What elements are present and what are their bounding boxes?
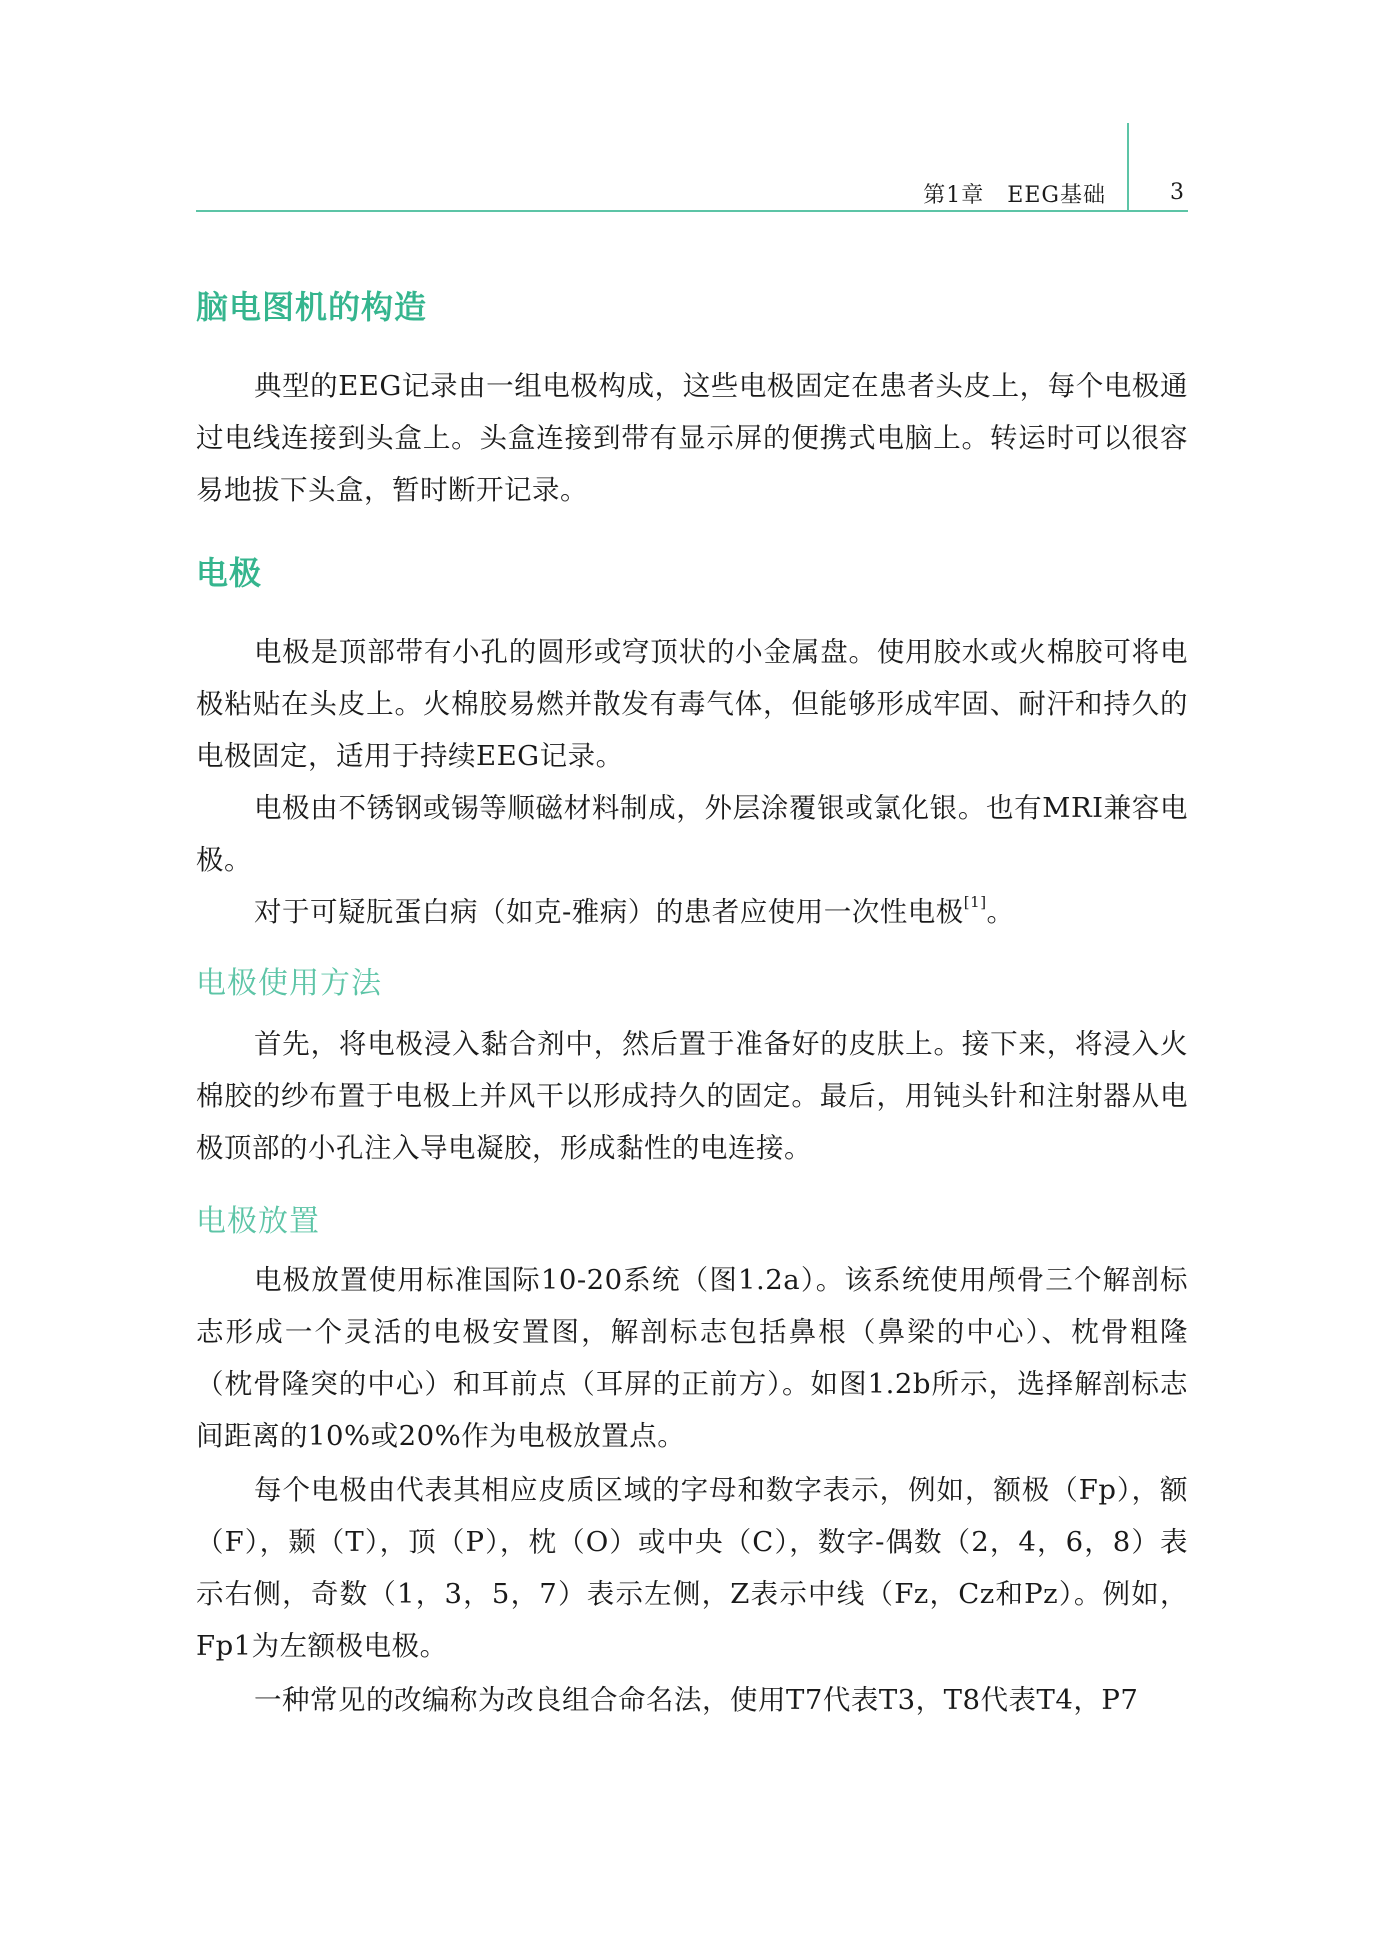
paragraph-electrodes-3-end: 。 [986, 896, 1015, 928]
page-number: 3 [1170, 180, 1184, 205]
paragraph-placement-3: 一种常见的改编称为改良组合命名法，使用T7代表T3，T8代表T4，P7 [254, 1684, 1139, 1716]
section-title-electrodes: 电极 [196, 554, 263, 592]
header-rule [196, 210, 1188, 212]
paragraph-electrode-usage: 首先，将电极浸入黏合剂中，然后置于准备好的皮肤上。接下来，将浸入火棉胶的纱布置于电极上并风干以形成持久的固定。最后，用钝头针和注射器从电极顶部的小孔注入导电凝胶，形成黏性的电连接。 [196, 1028, 1188, 1164]
paragraph-electrodes-2: 电极由不锈钢或锡等顺磁材料制成，外层涂覆银或氯化银。也有MRI兼容电极。 [196, 792, 1188, 876]
paragraph-placement-2: 每个电极由代表其相应皮质区域的字母和数字表示，例如，额极（Fp），额（F），颞（T），顶（P），枕（O）或中央（C），数字-偶数（2，4，6，8）表示右侧，奇数（1，3，5，7）表示左侧，Z表示中线（Fz，Cz和Pz）。例如，Fp1为左额极电极。 [196, 1474, 1188, 1662]
citation-marker: [1] [963, 893, 987, 911]
paragraph-electrodes-1: 电极是顶部带有小孔的圆形或穹顶状的小金属盘。使用胶水或火棉胶可将电极粘贴在头皮上。火棉胶易燃并散发有毒气体，但能够形成牢固、耐汗和持久的电极固定，适用于持续EEG记录。 [196, 636, 1188, 772]
paragraph-electrodes-3-text: 对于可疑朊蛋白病（如克-雅病）的患者应使用一次性电极 [254, 896, 964, 928]
subsection-title-electrode-usage: 电极使用方法 [196, 966, 382, 1001]
section-title-eeg-machine: 脑电图机的构造 [196, 288, 428, 326]
paragraph-placement-1: 电极放置使用标准国际10-20系统（图1.2a）。该系统使用颅骨三个解剖标志形成一个灵活的电极安置图，解剖标志包括鼻根（鼻梁的中心）、枕骨粗隆（枕骨隆突的中心）和耳前点（耳屏的正前方）。如图1.2b所示，选择解剖标志间距离的10%或20%作为电极放置点。 [196, 1264, 1188, 1452]
subsection-title-electrode-placement: 电极放置 [196, 1204, 320, 1239]
header-vertical-rule [1127, 123, 1129, 211]
paragraph-eeg-machine: 典型的EEG记录由一组电极构成，这些电极固定在患者头皮上，每个电极通过电线连接到头盒上。头盒连接到带有显示屏的便携式电脑上。转运时可以很容易地拔下头盒，暂时断开记录。 [196, 370, 1188, 506]
paragraph-electrodes-3 [196, 886, 1188, 938]
running-head: 第1章 EEG基础 [923, 183, 1106, 208]
